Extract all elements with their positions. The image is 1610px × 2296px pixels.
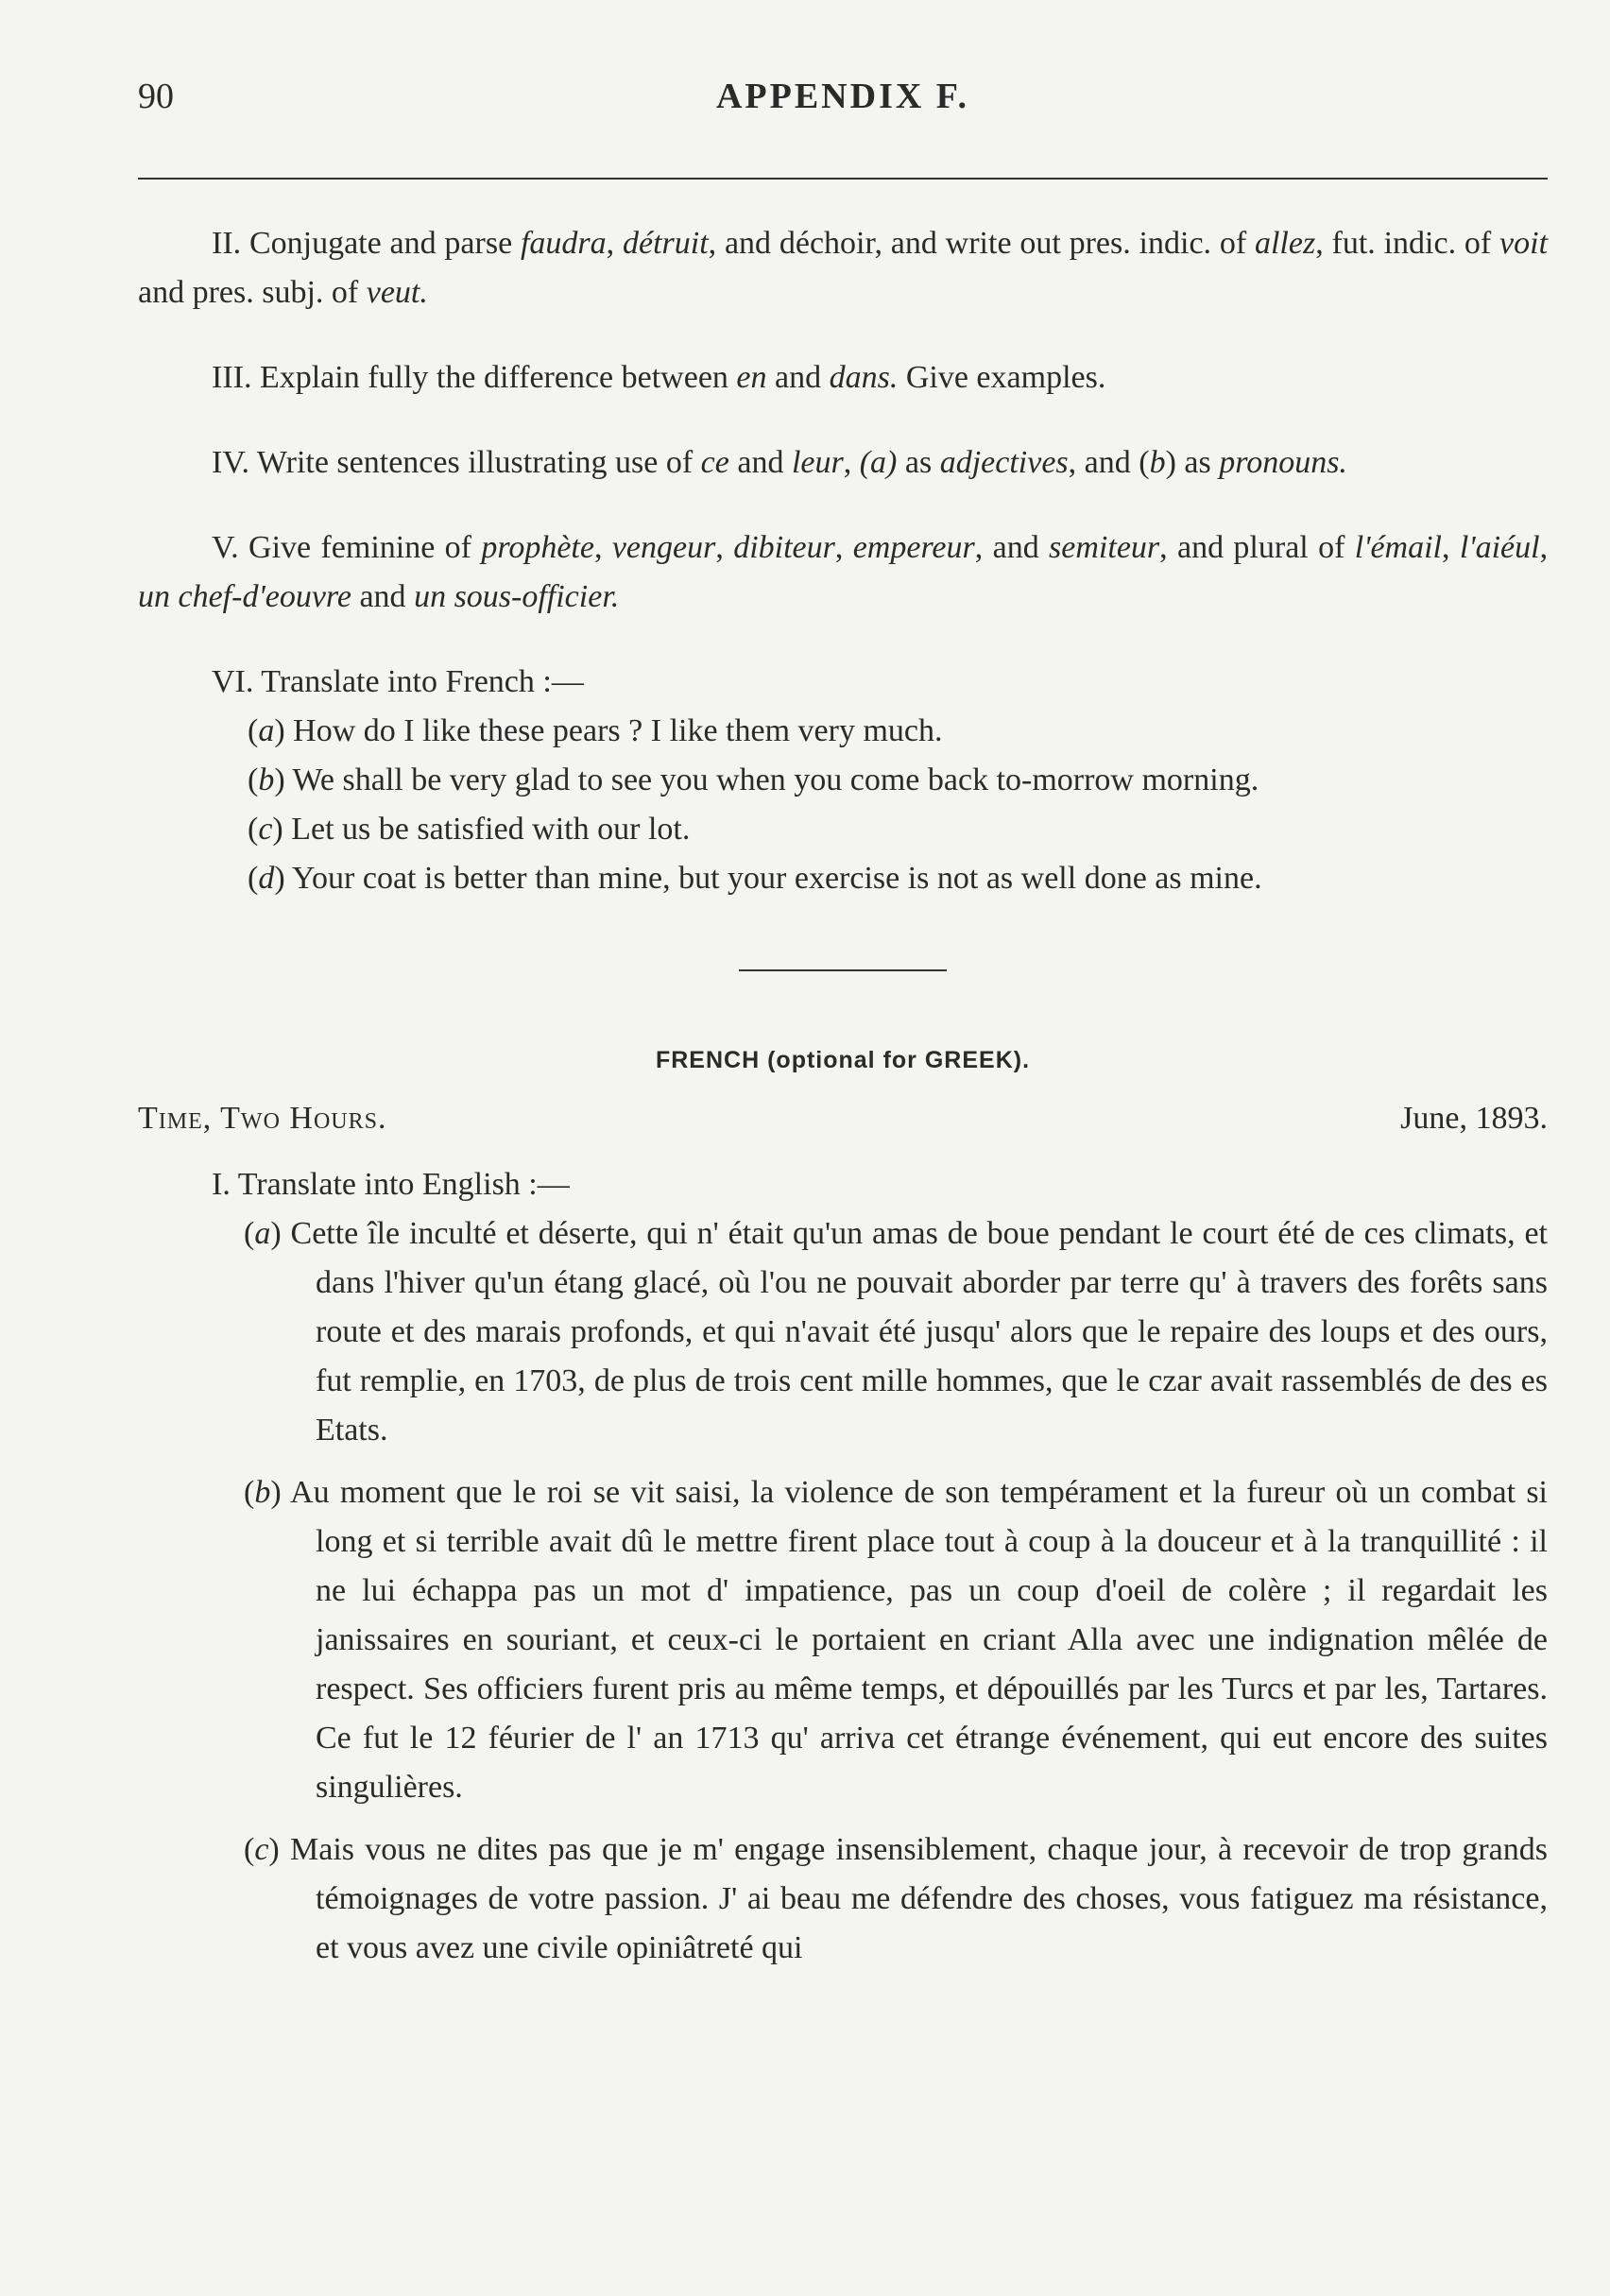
italic-term: ce <box>700 445 729 480</box>
exam-meta <box>138 1094 1548 1143</box>
italic-term: l'aiéul <box>1459 530 1540 565</box>
question-number: II. <box>212 226 242 261</box>
question-text: , fut. indic. of <box>1315 226 1500 261</box>
question-3 <box>138 353 1548 403</box>
question-text: and <box>766 360 830 395</box>
item-label: b <box>258 762 275 797</box>
question-text: as <box>897 445 940 480</box>
item-text: Let us be satisfied with our lot. <box>291 812 691 847</box>
spacer <box>138 622 1548 658</box>
page-header <box>138 76 1548 132</box>
italic-term: empereur <box>852 530 975 565</box>
italic-term: veut. <box>366 275 428 310</box>
italic-term: allez <box>1254 226 1316 261</box>
page-number: 90 <box>138 77 174 116</box>
question-text: , <box>843 445 860 480</box>
italic-term: un chef-d'eouvre <box>138 579 351 614</box>
italic-term: prophète <box>481 530 594 565</box>
item-text: Your coat is better than mine, but your exercise is not as well done as mine. <box>291 861 1262 896</box>
question-6 <box>138 658 1548 707</box>
italic-term: leur <box>791 445 844 480</box>
question-text: Translate into English :— <box>237 1167 570 1202</box>
question-number: VI. <box>212 664 254 699</box>
question-text: , <box>715 530 734 565</box>
exam-time: Time, Two Hours. <box>138 1101 387 1136</box>
question-number: IV. <box>212 445 249 480</box>
section-title: FRENCH (optional for GREEK). <box>655 1047 1031 1073</box>
exam-date: June, 1893. <box>1400 1101 1548 1136</box>
item-label: b <box>254 1475 271 1510</box>
question-text: , <box>1442 530 1460 565</box>
item-label: d <box>258 861 275 896</box>
question-5 <box>138 523 1548 622</box>
question-text: , <box>1539 530 1549 565</box>
italic-term: faudra <box>520 226 607 261</box>
question-text: and pres. subj. of <box>138 275 367 310</box>
question-text: Give examples. <box>898 360 1106 395</box>
list-item: (b) We shall be very glad to see you when you come back to-morrow morning. <box>248 762 1259 797</box>
question-number: V. <box>212 530 239 565</box>
question-text: , <box>834 530 853 565</box>
question-text: and <box>728 445 792 480</box>
question-text: , and <box>974 530 1050 565</box>
page-body <box>138 219 1548 1986</box>
item-text: How do I like these pears ? I like them very much. <box>293 713 943 748</box>
list-item: (b) Au moment que le roi se vit saisi, la violence de son tempérament et la fureur où un combat si long et si terrible avait dû le mettre firent place tout à coup à la douceur et à la tranquillité : il ne lui échappa pas un mot d' impatience, pas un coup d'oeil de colère ; il regardait les janissaires en souriant, et ceux-ci le portaient en criant Alla avec une indignation mêlée de respect. Ses officiers furent pris au même temps, et dépouillés par les Turcs et par les, Tartares. Ce fut le 12 féurier de l' an 1713 qu' arriva cet étrange événement, qui eut encore des suites singulières. <box>244 1475 1548 1805</box>
question-text: Translate into French :— <box>261 664 584 699</box>
italic-term: l'émail <box>1354 530 1443 565</box>
italic-term: dibiteur <box>733 530 835 565</box>
question-text: and <box>351 579 415 614</box>
question-text: , and ( <box>1068 445 1150 480</box>
item-label: c <box>258 812 273 847</box>
list-item: (c) Let us be satisfied with our lot. <box>248 812 691 847</box>
italic-term: un sous-officier. <box>414 579 620 614</box>
question-text: Conjugate and parse <box>248 226 521 261</box>
question-text: , and plural of <box>1159 530 1355 565</box>
section-divider <box>739 969 947 971</box>
italic-term: en <box>736 360 767 395</box>
item-text: Cette île inculté et déserte, qui n' était qu'un amas de boue pendant le court été de ces climats, et dans l'hiver qu'un étang glacé, où l'ou ne pouvait aborder par terre qu' à travers des forêts sans route et des marais profonds, et qui n'avait été jusqu' alors que le repaire des loups et des ours, fut remplie, en 1703, de plus de trois cent mille hommes, que le czar avait rassemblés de des es Etats. <box>290 1216 1549 1448</box>
italic-term: vengeur <box>611 530 716 565</box>
list-item: (a) Cette île inculté et déserte, qui n' était qu'un amas de boue pendant le court été de ces climats, et dans l'hiver qu'un étang glacé, où l'ou ne pouvait aborder par terre qu' à travers des forêts sans route et des marais profonds, et qui n'avait été jusqu' alors que le repaire des loups et des ours, fut remplie, en 1703, de plus de trois cent mille hommes, que le czar avait rassemblés de des es Etats. <box>244 1216 1549 1448</box>
italic-term: adjectives <box>939 445 1069 480</box>
question-text: ) as <box>1165 445 1220 480</box>
question-text: Write sentences illustrating use of <box>256 445 701 480</box>
list-item: (c) Mais vous ne dites pas que je m' engage insensiblement, chaque jour, à recevoir de trop grands témoignages de votre passion. J' ai beau me défendre des choses, vous fatiguez ma résistance, et vous avez une civile opiniâtreté qui <box>244 1832 1548 1965</box>
spacer <box>138 317 1548 353</box>
running-head: APPENDIX F. <box>715 77 970 116</box>
question-number: III. <box>212 360 252 395</box>
italic-term: semiteur <box>1049 530 1160 565</box>
item-text: We shall be very glad to see you when you come back to-morrow morning. <box>292 762 1259 797</box>
question-text: , <box>606 226 623 261</box>
question-text: Explain fully the difference between <box>259 360 737 395</box>
list-item: (d) Your coat is better than mine, but your exercise is not as well done as mine. <box>248 861 1262 896</box>
italic-term: pronouns. <box>1219 445 1347 480</box>
italic-term: (a) <box>859 445 898 480</box>
header-rule <box>138 178 1548 180</box>
question-text: Give feminine of <box>248 530 482 565</box>
italic-term: b <box>1149 445 1166 480</box>
question-number: I. <box>212 1167 231 1202</box>
italic-term: voit <box>1499 226 1549 261</box>
list-item: (a) How do I like these pears ? I like them very much. <box>248 713 943 748</box>
italic-term: dans. <box>829 360 899 395</box>
question-4 <box>138 438 1548 488</box>
question-1 <box>138 1160 1548 1209</box>
item-text: Mais vous ne dites pas que je m' engage insensiblement, chaque jour, à recevoir de trop grands témoignages de votre passion. J' ai beau me défendre des choses, vous fatiguez ma résistance, et vous avez une civile opiniâtreté qui <box>290 1832 1548 1965</box>
question-text: , <box>593 530 612 565</box>
item-label: c <box>254 1832 269 1867</box>
italic-term: détruit <box>622 226 709 261</box>
item-text: Au moment que le roi se vit saisi, la violence de son tempérament et la fureur où un combat si long et si terrible avait dû le mettre firent place tout à coup à la douceur et à la tranquillité : il ne lui échappa pas un mot d' impatience, pas un coup d'oeil de colère ; il regardait les janissaires en souriant, et ceux-ci le portaient en criant Alla avec une indignation mêlée de respect. Ses officiers furent pris au même temps, et dépouillés par les Turcs et par les, Tartares. Ce fut le 12 féurier de l' an 1713 qu' arriva cet étrange événement, qui eut encore des suites singulières. <box>290 1475 1548 1805</box>
question-2 <box>138 219 1548 317</box>
spacer <box>138 403 1548 438</box>
spacer <box>138 488 1548 523</box>
question-text: , and déchoir, and write out pres. indic. of <box>708 226 1255 261</box>
item-label: a <box>254 1216 271 1251</box>
item-label: a <box>258 713 275 748</box>
